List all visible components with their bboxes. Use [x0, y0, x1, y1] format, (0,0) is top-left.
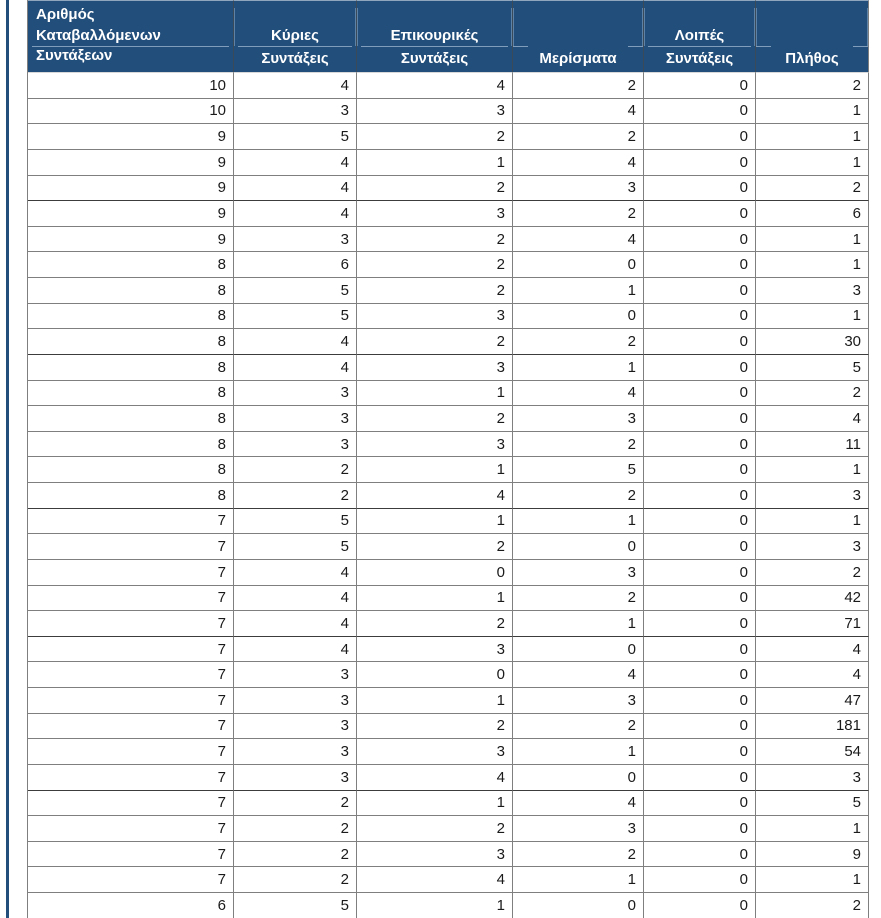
- table-cell: 9: [28, 150, 234, 176]
- table-cell: 4: [234, 176, 357, 202]
- table-cell: 3: [357, 842, 513, 868]
- table-cell: 6: [234, 252, 357, 278]
- header-inner-tick: [754, 8, 755, 46]
- table-cell: 1: [357, 791, 513, 817]
- table-cell: 0: [644, 432, 756, 458]
- table-cell: 2: [513, 483, 644, 509]
- pensions-table: [27, 0, 869, 918]
- table-cell: 181: [756, 714, 869, 740]
- column-header-line: Πλήθος: [785, 50, 839, 67]
- table-cell: 1: [756, 304, 869, 330]
- table-cell: 3: [756, 483, 869, 509]
- column-header-line: Καταβαλλόμενων: [36, 27, 161, 44]
- table-cell: 4: [357, 73, 513, 99]
- table-cell: 8: [28, 457, 234, 483]
- table-cell: 47: [756, 688, 869, 714]
- table-cell: 30: [756, 329, 869, 355]
- table-row: [28, 99, 869, 125]
- table-cell: 1: [357, 457, 513, 483]
- table-cell: 1: [513, 355, 644, 381]
- table-cell: 1: [756, 816, 869, 842]
- table-cell: 2: [357, 227, 513, 253]
- table-cell: 4: [234, 201, 357, 227]
- table-cell: 0: [644, 867, 756, 893]
- table-cell: 7: [28, 816, 234, 842]
- table-cell: 1: [756, 124, 869, 150]
- table-cell: 0: [644, 842, 756, 868]
- table-cell: 0: [644, 509, 756, 535]
- header-inner-line: [853, 46, 868, 47]
- table-cell: 7: [28, 534, 234, 560]
- table-cell: 0: [644, 560, 756, 586]
- table-row: [28, 842, 869, 868]
- table-cell: 3: [357, 201, 513, 227]
- table-cell: 10: [28, 73, 234, 99]
- table-row: [28, 355, 869, 381]
- table-cell: 3: [513, 688, 644, 714]
- table-cell: 8: [28, 381, 234, 407]
- table-cell: 7: [28, 586, 234, 612]
- table-cell: 5: [513, 457, 644, 483]
- table-cell: 2: [234, 791, 357, 817]
- table-cell: 4: [513, 99, 644, 125]
- table-cell: 3: [513, 176, 644, 202]
- column-header-epikourikes-syntaxeis: [357, 0, 513, 73]
- table-cell: 7: [28, 867, 234, 893]
- table-cell: 5: [756, 791, 869, 817]
- column-header-arithmos-katavallomenon-syntaxeon: [28, 0, 234, 73]
- table-cell: 1: [756, 99, 869, 125]
- table-cell: 0: [644, 688, 756, 714]
- table-cell: 9: [28, 176, 234, 202]
- table-cell: 10: [28, 99, 234, 125]
- table-row: [28, 124, 869, 150]
- table-row: [28, 509, 869, 535]
- table-cell: 3: [234, 406, 357, 432]
- table-cell: 4: [234, 150, 357, 176]
- header-inner-tick: [513, 8, 514, 46]
- table-row: [28, 227, 869, 253]
- table-cell: 8: [28, 278, 234, 304]
- table-cell: 1: [513, 278, 644, 304]
- table-cell: 42: [756, 586, 869, 612]
- table-row: [28, 176, 869, 202]
- column-header-line: Λοιπές: [674, 27, 725, 44]
- table-cell: 2: [357, 176, 513, 202]
- table-cell: 3: [234, 739, 357, 765]
- table-cell: 0: [513, 893, 644, 918]
- table-cell: 2: [513, 201, 644, 227]
- table-cell: 9: [28, 201, 234, 227]
- table-cell: 7: [28, 688, 234, 714]
- table-cell: 4: [513, 227, 644, 253]
- table-cell: 1: [357, 509, 513, 535]
- table-row: [28, 304, 869, 330]
- table-cell: 2: [234, 842, 357, 868]
- table-cell: 4: [234, 637, 357, 663]
- table-cell: 0: [644, 99, 756, 125]
- table-cell: 2: [756, 176, 869, 202]
- header-inner-tick: [511, 8, 512, 46]
- table-cell: 0: [644, 278, 756, 304]
- table-cell: 3: [357, 304, 513, 330]
- table-cell: 4: [513, 150, 644, 176]
- table-cell: 3: [357, 99, 513, 125]
- table-cell: 0: [644, 381, 756, 407]
- column-header-line: Κύριες: [271, 27, 319, 44]
- table-cell: 2: [234, 457, 357, 483]
- table-cell: 0: [513, 765, 644, 791]
- table-cell: 3: [234, 662, 357, 688]
- table-cell: 2: [357, 406, 513, 432]
- table-cell: 2: [357, 714, 513, 740]
- table-cell: 9: [28, 227, 234, 253]
- table-cell: 2: [513, 714, 644, 740]
- table-cell: 0: [357, 662, 513, 688]
- table-row: [28, 739, 869, 765]
- table-cell: 2: [513, 124, 644, 150]
- table-cell: 1: [513, 509, 644, 535]
- table-cell: 7: [28, 611, 234, 637]
- table-cell: 1: [756, 867, 869, 893]
- header-inner-line: [32, 46, 229, 47]
- table-row: [28, 150, 869, 176]
- table-cell: 0: [644, 586, 756, 612]
- table-cell: 0: [644, 611, 756, 637]
- table-cell: 3: [357, 355, 513, 381]
- table-cell: 3: [513, 816, 644, 842]
- table-cell: 1: [756, 150, 869, 176]
- column-header-kyries-syntaxeis: [234, 0, 357, 73]
- table-cell: 1: [513, 739, 644, 765]
- table-cell: 7: [28, 637, 234, 663]
- table-row: [28, 688, 869, 714]
- table-cell: 4: [234, 73, 357, 99]
- table-cell: 0: [513, 252, 644, 278]
- table-row: [28, 329, 869, 355]
- table-cell: 8: [28, 432, 234, 458]
- table-cell: 2: [513, 329, 644, 355]
- table-row: [28, 432, 869, 458]
- table-cell: 7: [28, 739, 234, 765]
- table-cell: 0: [644, 765, 756, 791]
- table-cell: 2: [756, 560, 869, 586]
- table-cell: 1: [357, 150, 513, 176]
- table-cell: 2: [357, 816, 513, 842]
- column-header-line: Επικουρικές: [390, 27, 479, 44]
- table-cell: 0: [644, 662, 756, 688]
- table-row: [28, 765, 869, 791]
- table-cell: 0: [644, 534, 756, 560]
- table-cell: 2: [513, 586, 644, 612]
- column-header-line: Συντάξεις: [665, 50, 734, 67]
- table-row: [28, 560, 869, 586]
- table-cell: 2: [234, 867, 357, 893]
- table-cell: 0: [644, 355, 756, 381]
- table-cell: 2: [513, 432, 644, 458]
- header-inner-tick: [355, 8, 356, 46]
- table-cell: 0: [513, 637, 644, 663]
- table-cell: 2: [756, 381, 869, 407]
- table-cell: 2: [234, 483, 357, 509]
- table-cell: 1: [756, 509, 869, 535]
- table-cell: 5: [234, 278, 357, 304]
- table-cell: 0: [644, 637, 756, 663]
- table-cell: 8: [28, 304, 234, 330]
- table-cell: 0: [513, 304, 644, 330]
- column-header-line: Αριθμός: [36, 6, 95, 23]
- table-cell: 11: [756, 432, 869, 458]
- table-cell: 3: [357, 432, 513, 458]
- table-cell: 5: [234, 304, 357, 330]
- column-header-loipes-syntaxeis: [644, 0, 756, 73]
- table-cell: 5: [234, 893, 357, 918]
- table-cell: 3: [357, 637, 513, 663]
- table-cell: 0: [644, 227, 756, 253]
- table-cell: 5: [234, 124, 357, 150]
- table-cell: 3: [756, 765, 869, 791]
- table-cell: 0: [644, 176, 756, 202]
- table-cell: 1: [513, 611, 644, 637]
- table-row: [28, 586, 869, 612]
- table-row: [28, 791, 869, 817]
- table-row: [28, 406, 869, 432]
- table-body: [28, 73, 869, 918]
- table-cell: 4: [513, 662, 644, 688]
- table-row: [28, 662, 869, 688]
- table-cell: 0: [644, 304, 756, 330]
- table-cell: 7: [28, 791, 234, 817]
- table-cell: 2: [357, 252, 513, 278]
- column-header-line: Μερίσματα: [539, 50, 617, 67]
- table-cell: 0: [513, 534, 644, 560]
- table-cell: 4: [357, 483, 513, 509]
- table-cell: 2: [756, 893, 869, 918]
- table-cell: 54: [756, 739, 869, 765]
- table-row: [28, 893, 869, 918]
- table-cell: 4: [513, 381, 644, 407]
- table-cell: 0: [644, 150, 756, 176]
- table-cell: 9: [28, 124, 234, 150]
- table-cell: 6: [28, 893, 234, 918]
- table-cell: 1: [357, 381, 513, 407]
- table-cell: 3: [234, 765, 357, 791]
- table-cell: 7: [28, 714, 234, 740]
- table-cell: 4: [756, 637, 869, 663]
- table-cell: 6: [756, 201, 869, 227]
- table-row: [28, 278, 869, 304]
- table-cell: 5: [756, 355, 869, 381]
- table-cell: 3: [234, 688, 357, 714]
- table-cell: 1: [357, 893, 513, 918]
- header-inner-tick: [867, 8, 868, 46]
- table-row: [28, 714, 869, 740]
- table-cell: 4: [234, 355, 357, 381]
- header-inner-tick: [642, 8, 643, 46]
- table-cell: 9: [756, 842, 869, 868]
- table-cell: 4: [357, 765, 513, 791]
- table-cell: 0: [644, 791, 756, 817]
- header-inner-tick: [644, 8, 645, 46]
- header-inner-tick: [234, 8, 235, 46]
- table-cell: 2: [357, 534, 513, 560]
- table-cell: 3: [513, 406, 644, 432]
- table-cell: 4: [357, 867, 513, 893]
- table-cell: 3: [234, 432, 357, 458]
- table-cell: 1: [357, 688, 513, 714]
- column-header-line: Συντάξεις: [261, 50, 329, 67]
- table-cell: 8: [28, 355, 234, 381]
- table-cell: 2: [513, 842, 644, 868]
- table-cell: 8: [28, 483, 234, 509]
- table-cell: 0: [644, 457, 756, 483]
- table-row: [28, 252, 869, 278]
- table-cell: 7: [28, 842, 234, 868]
- table-cell: 0: [357, 560, 513, 586]
- table-header: [28, 0, 869, 73]
- table-cell: 0: [644, 73, 756, 99]
- table-cell: 0: [644, 483, 756, 509]
- table-cell: 7: [28, 765, 234, 791]
- table-cell: 0: [644, 893, 756, 918]
- table-row: [28, 867, 869, 893]
- table-row: [28, 381, 869, 407]
- table-cell: 0: [644, 252, 756, 278]
- table-cell: 0: [644, 329, 756, 355]
- table-cell: 2: [357, 278, 513, 304]
- header-inner-tick: [357, 8, 358, 46]
- table-cell: 3: [513, 560, 644, 586]
- header-row: [28, 0, 869, 73]
- table-cell: 4: [513, 791, 644, 817]
- table-cell: 0: [644, 124, 756, 150]
- table-cell: 3: [234, 714, 357, 740]
- table-cell: 3: [234, 99, 357, 125]
- table-cell: 0: [644, 816, 756, 842]
- column-header-plithos: [756, 0, 869, 73]
- table-row: [28, 201, 869, 227]
- table-cell: 4: [234, 560, 357, 586]
- table-cell: 2: [357, 329, 513, 355]
- header-inner-line: [238, 46, 352, 47]
- table-row: [28, 73, 869, 99]
- header-inner-tick: [756, 8, 757, 46]
- table-cell: 3: [234, 227, 357, 253]
- column-header-merismata: [513, 0, 644, 73]
- table-cell: 5: [234, 509, 357, 535]
- table-cell: 2: [234, 816, 357, 842]
- table-row: [28, 816, 869, 842]
- header-inner-line: [756, 46, 771, 47]
- table-row: [28, 534, 869, 560]
- table-cell: 3: [756, 534, 869, 560]
- table-cell: 4: [234, 611, 357, 637]
- table-cell: 2: [357, 124, 513, 150]
- table-cell: 8: [28, 329, 234, 355]
- table-cell: 7: [28, 560, 234, 586]
- table-row: [28, 637, 869, 663]
- table-row: [28, 483, 869, 509]
- table-cell: 2: [756, 73, 869, 99]
- table-cell: 4: [756, 406, 869, 432]
- table-row: [28, 611, 869, 637]
- table-cell: 4: [756, 662, 869, 688]
- table-cell: 1: [756, 227, 869, 253]
- table-cell: 3: [756, 278, 869, 304]
- header-inner-line: [648, 46, 751, 47]
- table-cell: 2: [357, 611, 513, 637]
- table-cell: 0: [644, 739, 756, 765]
- table-cell: 1: [756, 457, 869, 483]
- table-cell: 2: [513, 73, 644, 99]
- table-row: [28, 457, 869, 483]
- table-cell: 3: [234, 381, 357, 407]
- table-cell: 1: [357, 586, 513, 612]
- table-cell: 7: [28, 662, 234, 688]
- left-accent-line: [6, 0, 9, 918]
- table-cell: 0: [644, 714, 756, 740]
- header-inner-line: [513, 46, 528, 47]
- table-cell: 7: [28, 509, 234, 535]
- table-cell: 1: [756, 252, 869, 278]
- table-cell: 8: [28, 406, 234, 432]
- header-inner-line: [361, 46, 508, 47]
- table-cell: 71: [756, 611, 869, 637]
- table-cell: 1: [513, 867, 644, 893]
- table-cell: 0: [644, 406, 756, 432]
- table-cell: 5: [234, 534, 357, 560]
- table-cell: 8: [28, 252, 234, 278]
- column-header-line: Συντάξεις: [400, 50, 469, 67]
- table-cell: 0: [644, 201, 756, 227]
- table-cell: 4: [234, 586, 357, 612]
- table-cell: 4: [234, 329, 357, 355]
- table-cell: 3: [357, 739, 513, 765]
- header-inner-line: [628, 46, 643, 47]
- column-header-line: Συντάξεων: [36, 47, 113, 64]
